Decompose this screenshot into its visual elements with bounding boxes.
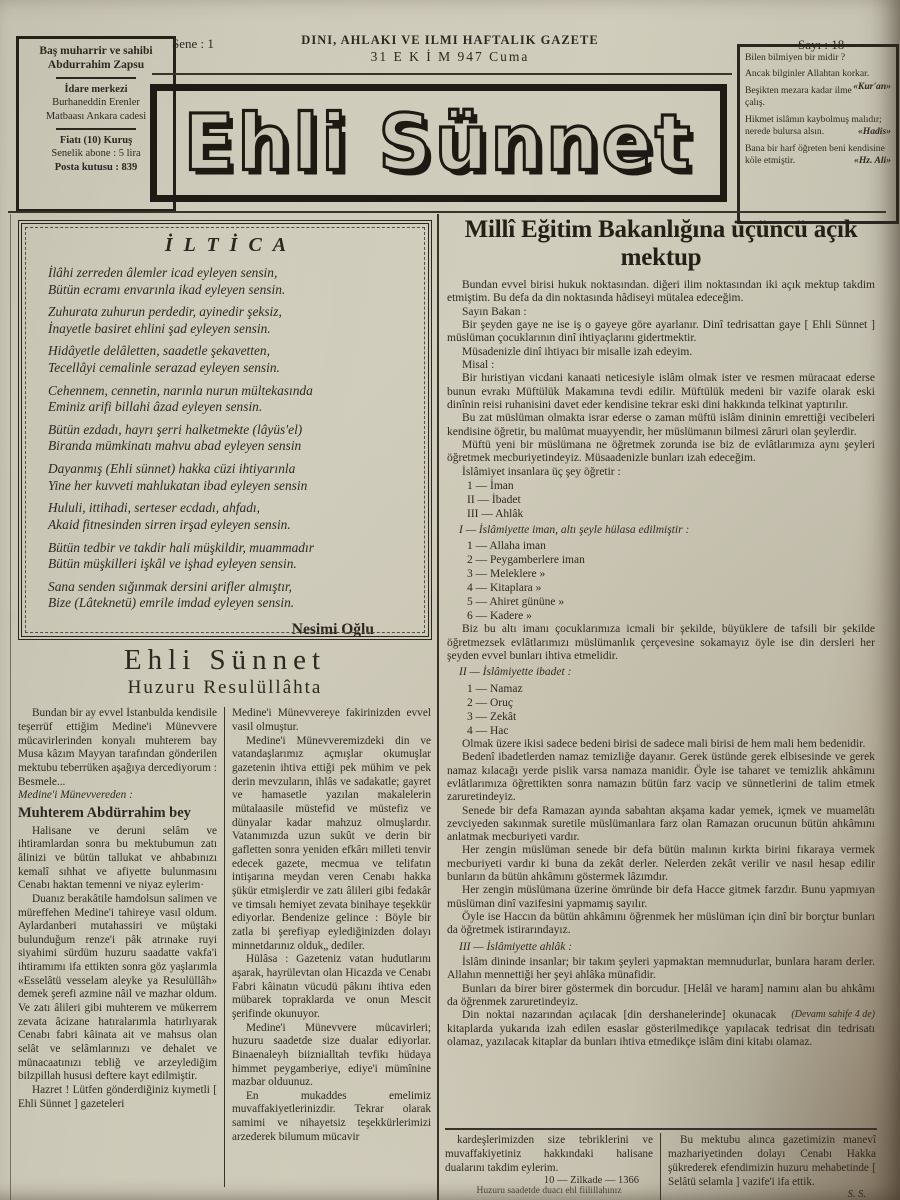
quote-source: «Hadis» bbox=[857, 126, 891, 138]
poem-line: Hidâyetle delâletten, saadetle şekavetten, bbox=[48, 343, 270, 359]
paragraph: Senede bir defa Ramazan ayında sabahtan akşama kadar yemek, içmek ve muamelâtı zevciyeden sakınmak suretile müslümanlara farz olan Ramazan orucunun bütün ahkâmını anlatmak mecburiyeti vardır. bbox=[447, 804, 875, 844]
issue-number: Sayı : 18 bbox=[798, 37, 845, 52]
paragraph: Sayın Bakan : bbox=[462, 305, 527, 318]
poem-couplet bbox=[48, 422, 414, 455]
poem-title: İLTİCA bbox=[164, 234, 298, 256]
poem-line: Biranda mümkinatı mahvu abad eyleyen sensin bbox=[48, 438, 302, 454]
column-divider bbox=[660, 1133, 661, 1200]
right-article bbox=[447, 216, 875, 1126]
paragraph: Medine'i Münevvereye fakirinizden evvel vasil olmuştur. bbox=[232, 707, 431, 734]
list-item: 6 — Kadere » bbox=[467, 610, 532, 623]
paragraph: Olmak üzere ikisi sadece bedeni birisi de sadece mali birisi de hem mali hem bedenidir. bbox=[462, 737, 866, 750]
poem-line: Bütün müşkilleri işkâl ve işhad eyleyen sensin. bbox=[48, 556, 297, 572]
poem-line: Bize (Lâteknetü) emrile imdad eyleyen sensin. bbox=[48, 595, 295, 611]
poem-couplet bbox=[48, 461, 414, 494]
list-item: 2 — Oruç bbox=[467, 696, 513, 709]
paragraph: En mukaddes emelimiz muvaffakiyetlerinizdir. Tekrar olarak samimi ve nihayetsiz teşekkürlerimizi arzederek bilumum mücavir bbox=[232, 1089, 431, 1143]
quote-source: «Hz. Ali» bbox=[854, 155, 891, 167]
poem-box bbox=[18, 220, 432, 640]
section-header: I — İslâmiyette iman, altı şeyle hülasa edilmiştir : bbox=[459, 523, 690, 536]
paragraph: İslâm dininde insanlar; bir takım şeyleri yapmaktan memnudurlar, bunlara haram derler. Allahın mennettiği her şeyi ahlâka münafidir. bbox=[447, 956, 875, 982]
paragraph: Medine'i Münevvere mücavirleri; huzuru saadetde size dualar ediyorlar. Binaenaleyh biiznialltah tevfikı hüdaya himmet peygamberiye, ediye'i mümînine mazbar olduunuz. bbox=[232, 1021, 431, 1089]
paragraph: Duanız berakâtile hamdolsun salimen ve müreffehen Medine'i tahireye vasıl oldum. Aylardanberi mutahassiri ve müştaki bulunduğum renze'i pâk atrınake ruyi siyahimi sürdüm huzuru saadatte vakfa'i ihtiramımı ifa ettikten sonra göz yaşlarımla «Esselâtü vesselam aleyke ya Resulüllâh» demek şerefi azmine nâil ve mazhar oldum. Ve zatı âlileri gibi muhterem ve mükerrem zevata âcizane hatıralarımla hatırlıyarak Cenabı fabri kâinata ait ve mahsus olan selât ve selâmlarınızı ve dehalet ve münacaatınızı tebliğ ve arzeylediğim bilzpillah hususi deftere kayt edilmiştir. bbox=[18, 892, 217, 1083]
poem-couplet bbox=[48, 383, 414, 416]
poem-line: Bütün tedbir ve takdir hali müşkildir, muammadır bbox=[48, 539, 314, 555]
paragraph bbox=[447, 1009, 875, 1049]
divider bbox=[56, 77, 136, 79]
section-header: II — İslâmiyette ibadet : bbox=[459, 666, 572, 679]
paragraph: Her zengin müslüman senede bir defa bütün malının kırkta birini fıkaraya vermek mecburiyeti vardır ki buna da zekât derler. Nelerden zekât verilir ve nasıl hesap edilir bunların da bütün ahkâmını göstermek lâzımdır. bbox=[447, 844, 875, 884]
masthead-box bbox=[150, 84, 727, 202]
poem-line: Yine her kuvveti mahlukatan ibad eyleyen sensin bbox=[48, 477, 308, 493]
paragraph: Müftü yeni bir müslümana ne öğretmek zorunda ise biz de evlâtlarımıza aynı şeyleri öğretmek mecburiyetindeyiz. Müsaadenizle bunları izah edeceğim. bbox=[447, 438, 875, 465]
poem-line: Bütün ecramı envarınla ikad eyleyen sensin. bbox=[48, 281, 286, 297]
quote-item: Beşikten mezara kadar ilme çalış. bbox=[745, 84, 852, 109]
paragraph: Biz bu altı imanı çocuklarımıza icmali bir şekilde, büyüklere de tafsili bir şekilde öğretmezsek evlâtlarımızı müslümanlık çerçevesine sokamayız öyle ise din dersleri her şeyden evvel bunları ihtiva etmelidir. bbox=[447, 623, 875, 663]
price-line: Fiatı (10) Kuruş bbox=[59, 134, 133, 146]
poem-couplet bbox=[48, 579, 414, 612]
paragraph: Bir hıristiyan vicdani kanaati neticesiyle islâm olmak ister ve resmen müracaat ederse bunun evrakı Müftülük Makamına tevdi edilir. Müftülük medeni bir vazife olarak eski dinînin reisi ruhanisini davet eder kendisine tekrar eski dini hakkında telkinat yaptırılır. bbox=[447, 372, 875, 411]
quote-item bbox=[745, 143, 891, 168]
subscription-line: Senelik abone : 5 lira bbox=[51, 148, 141, 160]
letter-continuation-columns bbox=[445, 1133, 877, 1200]
poem-line: Tecellâyi cemalinle serazad eyleyen sensin. bbox=[48, 360, 280, 376]
paragraph: Bunları da birer birer göstermek din borcudur. [Helâl ve haram] namını alan bu ahkâmı da öğrenmek zaruretindeyiz. bbox=[447, 982, 875, 1009]
article-column bbox=[668, 1133, 876, 1200]
poem-author-line: Nesimi Oğlu bbox=[291, 620, 374, 638]
paragraph-text: Din noktai nazarından açılacak [din dershanelerinde] okunacak kitaplarda yukarıda izah edilen esaslar gösterilmedikçe yapılacak tedrisat din tedrisatı olamaz, yazılacak kitaplar da bunları ihtiva etmedikçe islâm dini kitabı olamaz. bbox=[447, 1009, 875, 1049]
page-frame-line bbox=[10, 214, 11, 1200]
paragraph: Bedenî ibadetlerden namaz temizliğe dayanır. Gerek üstünde gerek elbisesinde ve gerek namaz kılacağı yerde pislik varsa namaza manidir. Öyle ise taharet ve temizlik ahkâmını evlâtlarımıza öğrettikten sonra namazın bütün farz vacip ve sünnetlerini de talim etmek zaruretindeyiz. bbox=[447, 751, 875, 804]
list-item: 2 — Peygamberlere iman bbox=[467, 554, 585, 567]
hijri-date: 10 — Zilkade — 1366 bbox=[543, 1175, 639, 1186]
paragraph: Bir şeyden gaye ne ise iş o gayeye göre ayarlanır. Dinî tedrisattan gaye [ Ehli Sünnet ] müslüman çocuklarının dinî ihtiyaçlarını gidertmektir. bbox=[447, 318, 875, 345]
list-item: 3 — Zekât bbox=[467, 710, 517, 723]
paragraph: kardeşlerimizden size tebriklerini ve muvaffakiyetiniz hakkındaki halisane dualarını takdim eylerim. bbox=[445, 1134, 653, 1174]
poem-line: İnayetle basiret ehlini şad eyleyen sensin. bbox=[48, 320, 271, 336]
signature-initials: S. S. bbox=[847, 1189, 866, 1200]
list-item: 1 — Allaha iman bbox=[467, 540, 546, 553]
list-item: 4 — Kitaplara » bbox=[467, 582, 542, 595]
poem-line: Dayanmış (Ehli sünnet) hakka cüzi ihtiyarınla bbox=[48, 461, 296, 477]
list-item: 3 — Meleklere » bbox=[467, 568, 546, 581]
office-label: İdare merkezi bbox=[64, 83, 128, 95]
list-item: 1 — İman bbox=[467, 479, 514, 492]
left-article-title: Ehli Sünnet bbox=[123, 645, 327, 676]
poem-couplet bbox=[48, 304, 414, 337]
list-item: 1 — Namaz bbox=[467, 682, 523, 695]
article-columns bbox=[18, 707, 432, 1187]
paragraph: Misal : bbox=[462, 358, 495, 371]
continuation-note: (Devamı sahife 4 de) bbox=[791, 1009, 875, 1021]
poem-line: Hululi, ittihadi, serteser ecdadı, ahfadı, bbox=[48, 500, 261, 516]
paragraph: Her zengin müslümana üzerine ömründe bir defa Hacce gitmek farzdır. Bunu yapmıyan müslüman dinî vazifesini yapmamış sayılır. bbox=[447, 884, 875, 910]
left-article-subtitle: Huzuru Resulüllâhta bbox=[127, 677, 323, 699]
divider bbox=[445, 1128, 877, 1130]
paragraph: Müsadenizle dinî ihtiyacı bir misalle izah edeyim. bbox=[462, 345, 693, 358]
right-article-title: Millî Eğitim Bakanlığına üçüncü açık mektup bbox=[464, 216, 858, 271]
poem-line: Eminiz arifi billahi âzad eyleyen sensin. bbox=[48, 399, 263, 415]
volume-number: Sene : 1 bbox=[172, 36, 214, 51]
poem-couplet bbox=[48, 343, 414, 376]
paragraph: Hazret ! Lütfen gönderdiğiniz kıymetli [ Ehli Sünnet ] gazeteleri bbox=[18, 1084, 217, 1110]
list-item: 5 — Ahiret gününe » bbox=[467, 596, 565, 609]
po-box-line: Posta kutusu : 839 bbox=[54, 161, 138, 173]
column-divider bbox=[224, 707, 225, 1187]
poem-line: Bütün ezdadı, hayrı şerri halketmekte (lâyüs'el) bbox=[48, 421, 303, 437]
divider bbox=[56, 128, 136, 130]
paragraph: Halisane ve deruni selâm ve ihtiramlardan sonra bu mektubumun zatı âlinizi ve bütün tallukat ve ahbabınızı kemalî sıhhat ve afiyette bulunmasını Cenabı haktan temenni ve niyaz eylerim· bbox=[18, 824, 217, 892]
list-item: 4 — Hac bbox=[467, 724, 509, 737]
paragraph: Hülâsa : Gazeteniz vatan hudutlarını aşarak, hayrülevtan olan Hicazda ve Cenabı Fabri kâinatın vücudü pâkını ihtiva eden mübarek topraklarda ve onun Mescit şerifinde okunuyor. bbox=[232, 953, 431, 1020]
quote-text: Hikmet islâmın kaybolmuş malıdır; nerede bulursa alsın. bbox=[745, 113, 882, 138]
paragraph: Medine'i Münevvereden : bbox=[18, 789, 133, 802]
poem-signature bbox=[48, 620, 414, 640]
gazette-subtitle: DINI, AHLAKI VE ILMI HAFTALIK GAZETE bbox=[301, 33, 599, 47]
poem-couplet bbox=[48, 500, 414, 533]
poem-line: Zuhurata zuhurun perdedir, ayinedir şeksiz, bbox=[48, 304, 282, 320]
paragraph: Medine'i Münevveremizdeki din ve vatandaşlarımız açmışlar okumuşlar gazetenin ihtiva ettiği pek mühim ve pek derin mevzuların, ihlâs ve sadakatle; gayret ve hamasetle yazılan makalelerin mütalaasile müstefid ve müstefiz ve dünyalar kadar mahzuz olmuşlardır. Vatanımızda uzun sukût ve derin bir gafletten sonra yeniden efkârı milleti tenvir edecek gazete, mecmua ve telifatın intişarına meydan veren Cenabı hakka şükür etmişlerdir ve zatı âlileri gibi fedakâr ve timsalı hemiyet zevata binihaye teşekkür ediyorlar. Bendenize gelince : Böyle bir zatla bi şerefiyap eylediğinizden dolayı minnetdarınız olduk„ dediler. bbox=[232, 734, 431, 952]
masthead-title: Ehli Sünnet bbox=[183, 97, 694, 189]
paragraph: Bundan evvel birisi hukuk noktasından. diğeri ilim noktasından iki açık mektup takdim etmiştim. Bu defa da din noktasında hâdiseyi mütalea edeceğim. bbox=[447, 279, 875, 305]
office-name: Burhaneddin Erenler bbox=[52, 97, 140, 109]
list-item: II — İbadet bbox=[467, 493, 521, 506]
paragraph: Besmele... bbox=[18, 775, 66, 788]
office-address: Matbaası Ankara cadesi bbox=[45, 111, 147, 123]
quote-text: Bana bir harf öğreten beni kendisine köle etmiştir. bbox=[745, 142, 885, 167]
divider bbox=[8, 211, 886, 213]
paragraph: Öyle ise Haccın da bütün ahkâmını öğrenmek her müslüman için dinî bir borçtur bunları da öğretmek istirarındayız. bbox=[447, 911, 875, 937]
poem-couplet bbox=[48, 265, 414, 298]
poem-line: Sana senden sığınmak dersini arifler almıştır, bbox=[48, 578, 293, 594]
poem-line: Cehennem, cennetin, narınla nurun mültekasında bbox=[48, 382, 313, 398]
publisher-name: Abdurrahim Zapsu bbox=[47, 59, 145, 72]
list-item: III — Ahlâk bbox=[467, 507, 524, 520]
article-column bbox=[445, 1133, 653, 1200]
column-divider bbox=[437, 214, 439, 1200]
paragraph: Bu mektubu alınca gazetimizin manevî mazhariyetinden dolayı Cenabı Hakka şükrederek efendimizin huzuru mehabetinde [ Selâtü selamla ] vazife'i ifa ettik. bbox=[668, 1134, 876, 1188]
article-column bbox=[18, 707, 217, 1187]
paragraph: İslâmiyet insanlara üç şey öğretir : bbox=[462, 465, 621, 478]
left-article bbox=[18, 645, 432, 1200]
issue-date: 31 E K İ M 947 Cuma bbox=[370, 49, 530, 64]
aphorisms-box bbox=[737, 44, 899, 224]
letter-salutation: Muhterem Abdürrahim bey bbox=[18, 805, 191, 822]
divider bbox=[152, 73, 732, 75]
section-header: III — İslâmiyette ahlâk : bbox=[459, 940, 573, 953]
quote-text: Ancak bilginler Allahtan korkar. bbox=[745, 68, 870, 80]
closing-note: Huzuru saadetde duacı ehl fiilillahınız bbox=[476, 1186, 622, 1196]
poem-couplet bbox=[48, 540, 414, 573]
poem-line: Akaid fitnesinden sirren irşad eyleyen sensin. bbox=[48, 516, 291, 532]
quote-item bbox=[745, 114, 891, 139]
paragraph: Bundan bir ay evvel İstanbulda kendisile teşerrüf ettiğim Medine'i Münevvere mücavirlerinden konyalı muhterem bay Musa kâzım Mayyan tarafından gönderilen mektubu teberrüken aşağıya dercediyorum : bbox=[18, 707, 217, 775]
quote-item: Bilen bilmiyen bir midir ? bbox=[745, 52, 846, 63]
paragraph: Bu zat müslüman olmakta israr ederse o zaman müftü islâm dininin emrettiği vecibeleri kendisine öğretir, bu malûmat muayyendir, her müslümanın bilmesi zâruri olan şeylerdir. bbox=[447, 412, 875, 438]
publisher-role: Baş muharrir ve sahibi bbox=[39, 45, 153, 57]
article-column bbox=[232, 707, 431, 1187]
quote-item bbox=[745, 68, 891, 92]
quote-source: «Kur'an» bbox=[853, 80, 891, 92]
poem-line: İlâhi zerreden âlemler icad eyleyen sensin, bbox=[48, 265, 278, 280]
